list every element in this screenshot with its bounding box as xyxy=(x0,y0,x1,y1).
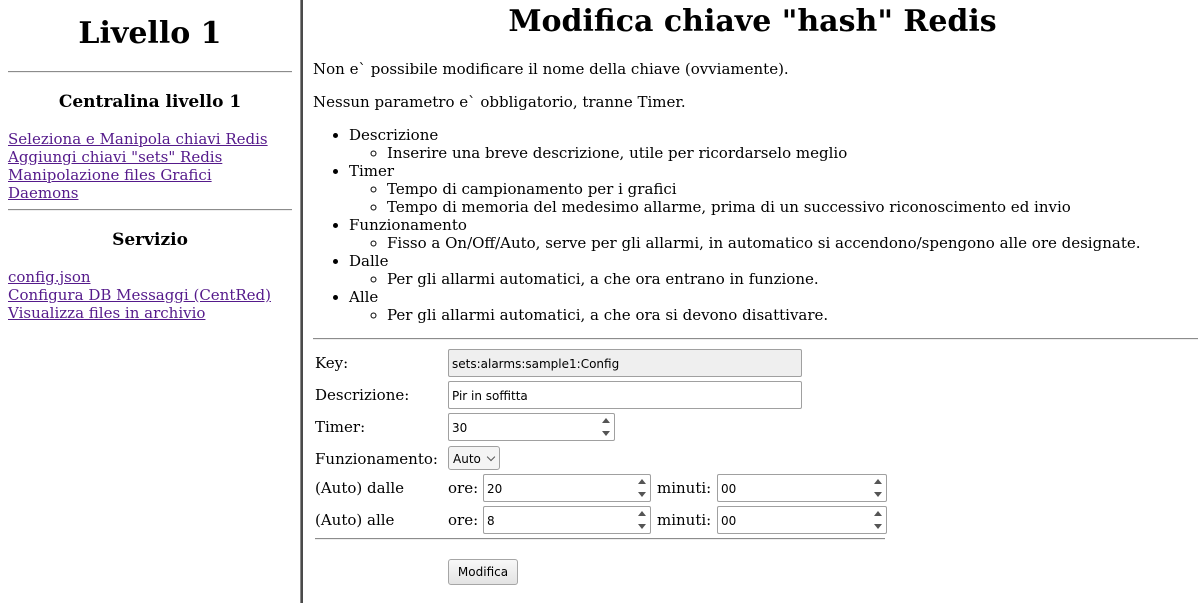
info-key-name: Non e` possibile modificare il nome della chiave (ovviamente). xyxy=(313,60,789,78)
form-row-timer xyxy=(315,413,1195,441)
spin-down-icon[interactable] xyxy=(638,524,646,529)
form-row-from xyxy=(315,474,1195,502)
param-name: Timer xyxy=(349,162,395,180)
from-minutes-label: minuti: xyxy=(657,479,712,497)
param-name: Funzionamento xyxy=(349,216,467,234)
form-row-to xyxy=(315,506,1195,534)
from-minute-spinner[interactable] xyxy=(872,477,884,499)
params-list xyxy=(305,126,1200,324)
sidebar-divider xyxy=(8,71,292,73)
from-hour-spinner[interactable] xyxy=(636,477,648,499)
sidebar-links-centralina xyxy=(8,130,300,202)
from-minute-value: 00 xyxy=(721,482,737,496)
sidebar-link-configura-db[interactable]: Configura DB Messaggi (CentRed) xyxy=(8,286,271,304)
timer-spinner[interactable] xyxy=(600,416,612,438)
spin-up-icon[interactable] xyxy=(602,418,610,423)
spin-down-icon[interactable] xyxy=(874,492,882,497)
form-divider xyxy=(315,538,885,540)
form-row-key xyxy=(315,349,1195,377)
to-minute-spinner[interactable] xyxy=(872,509,884,531)
sidebar-link-seleziona-chiavi[interactable]: Seleziona e Manipola chiavi Redis xyxy=(8,130,268,148)
from-minute-field[interactable] xyxy=(717,474,887,502)
chevron-down-icon xyxy=(487,453,495,461)
spin-up-icon[interactable] xyxy=(638,511,646,516)
param-item xyxy=(349,162,1200,216)
sidebar-title: Livello 1 xyxy=(78,16,222,51)
sidebar-link-files-grafici[interactable]: Manipolazione files Grafici xyxy=(8,166,212,184)
sidebar-link-config-json[interactable]: config.json xyxy=(8,268,91,286)
spin-up-icon[interactable] xyxy=(638,479,646,484)
description-label: Descrizione: xyxy=(315,386,410,404)
spin-up-icon[interactable] xyxy=(874,511,882,516)
sidebar-link-visualizza-archivio[interactable]: Visualizza files in archivio xyxy=(8,304,206,322)
spin-up-icon[interactable] xyxy=(874,479,882,484)
form-row-mode xyxy=(315,446,1195,474)
to-hours-label: ore: xyxy=(448,511,479,529)
param-name: Descrizione xyxy=(349,126,439,144)
sidebar-link-aggiungi-sets[interactable]: Aggiungi chiavi "sets" Redis xyxy=(8,148,223,166)
to-hour-field[interactable] xyxy=(483,506,651,534)
sidebar-heading-servizio: Servizio xyxy=(112,230,188,250)
to-minute-value: 00 xyxy=(721,514,737,528)
sidebar-link-daemons[interactable]: Daemons xyxy=(8,184,79,202)
param-note: ◦ Fisso a On/Off/Auto, serve per gli allarmi, in automatico si accendono/spengono alle ore designate. xyxy=(387,234,1200,252)
to-label: (Auto) alle xyxy=(315,511,395,529)
spin-down-icon[interactable] xyxy=(602,431,610,436)
to-hour-spinner[interactable] xyxy=(636,509,648,531)
key-label: Key: xyxy=(315,354,349,372)
info-required: Nessun parametro e` obbligatorio, tranne Timer. xyxy=(313,93,686,111)
key-field[interactable]: sets:alarms:sample1:Config xyxy=(448,349,802,377)
main-frame xyxy=(305,0,1200,603)
mode-select-value: Auto xyxy=(453,452,481,466)
spin-down-icon[interactable] xyxy=(874,524,882,529)
param-note: ◦ Tempo di campionamento per i grafici xyxy=(387,180,1200,198)
param-item xyxy=(349,216,1200,252)
frame-divider[interactable] xyxy=(300,0,303,603)
timer-value: 30 xyxy=(452,421,468,435)
from-hour-field[interactable] xyxy=(483,474,651,502)
from-label: (Auto) dalle xyxy=(315,479,405,497)
param-note: ◦ Per gli allarmi automatici, a che ora si devono disattivare. xyxy=(387,306,1200,324)
param-item xyxy=(349,126,1200,162)
from-hour-value: 20 xyxy=(487,482,503,496)
param-item xyxy=(349,288,1200,324)
spin-down-icon[interactable] xyxy=(638,492,646,497)
page-title: Modifica chiave "hash" Redis xyxy=(508,4,997,39)
sidebar-links-servizio xyxy=(8,268,300,322)
sidebar-heading-centralina: Centralina livello 1 xyxy=(58,92,242,112)
form-row-description xyxy=(315,381,1195,409)
mode-select[interactable] xyxy=(448,446,500,470)
description-field[interactable]: Pir in soffitta xyxy=(448,381,802,409)
timer-field[interactable] xyxy=(448,413,615,441)
sidebar-divider xyxy=(8,209,292,211)
timer-label: Timer: xyxy=(315,418,366,436)
from-hours-label: ore: xyxy=(448,479,479,497)
to-minutes-label: minuti: xyxy=(657,511,712,529)
sidebar-frame xyxy=(0,0,300,603)
param-note: ◦ Inserire una breve descrizione, utile per ricordarselo meglio xyxy=(387,144,1200,162)
param-name: Dalle xyxy=(349,252,389,270)
param-name: Alle xyxy=(349,288,379,306)
to-hour-value: 8 xyxy=(487,514,495,528)
param-note: ◦ Tempo di memoria del medesimo allarme, prima di un successivo riconoscimento ed invio xyxy=(387,198,1200,216)
mode-label: Funzionamento: xyxy=(315,450,438,468)
param-item xyxy=(349,252,1200,288)
param-note: ◦ Per gli allarmi automatici, a che ora entrano in funzione. xyxy=(387,270,1200,288)
to-minute-field[interactable] xyxy=(717,506,887,534)
section-divider xyxy=(313,338,1198,340)
modifica-button[interactable]: Modifica xyxy=(448,559,518,585)
